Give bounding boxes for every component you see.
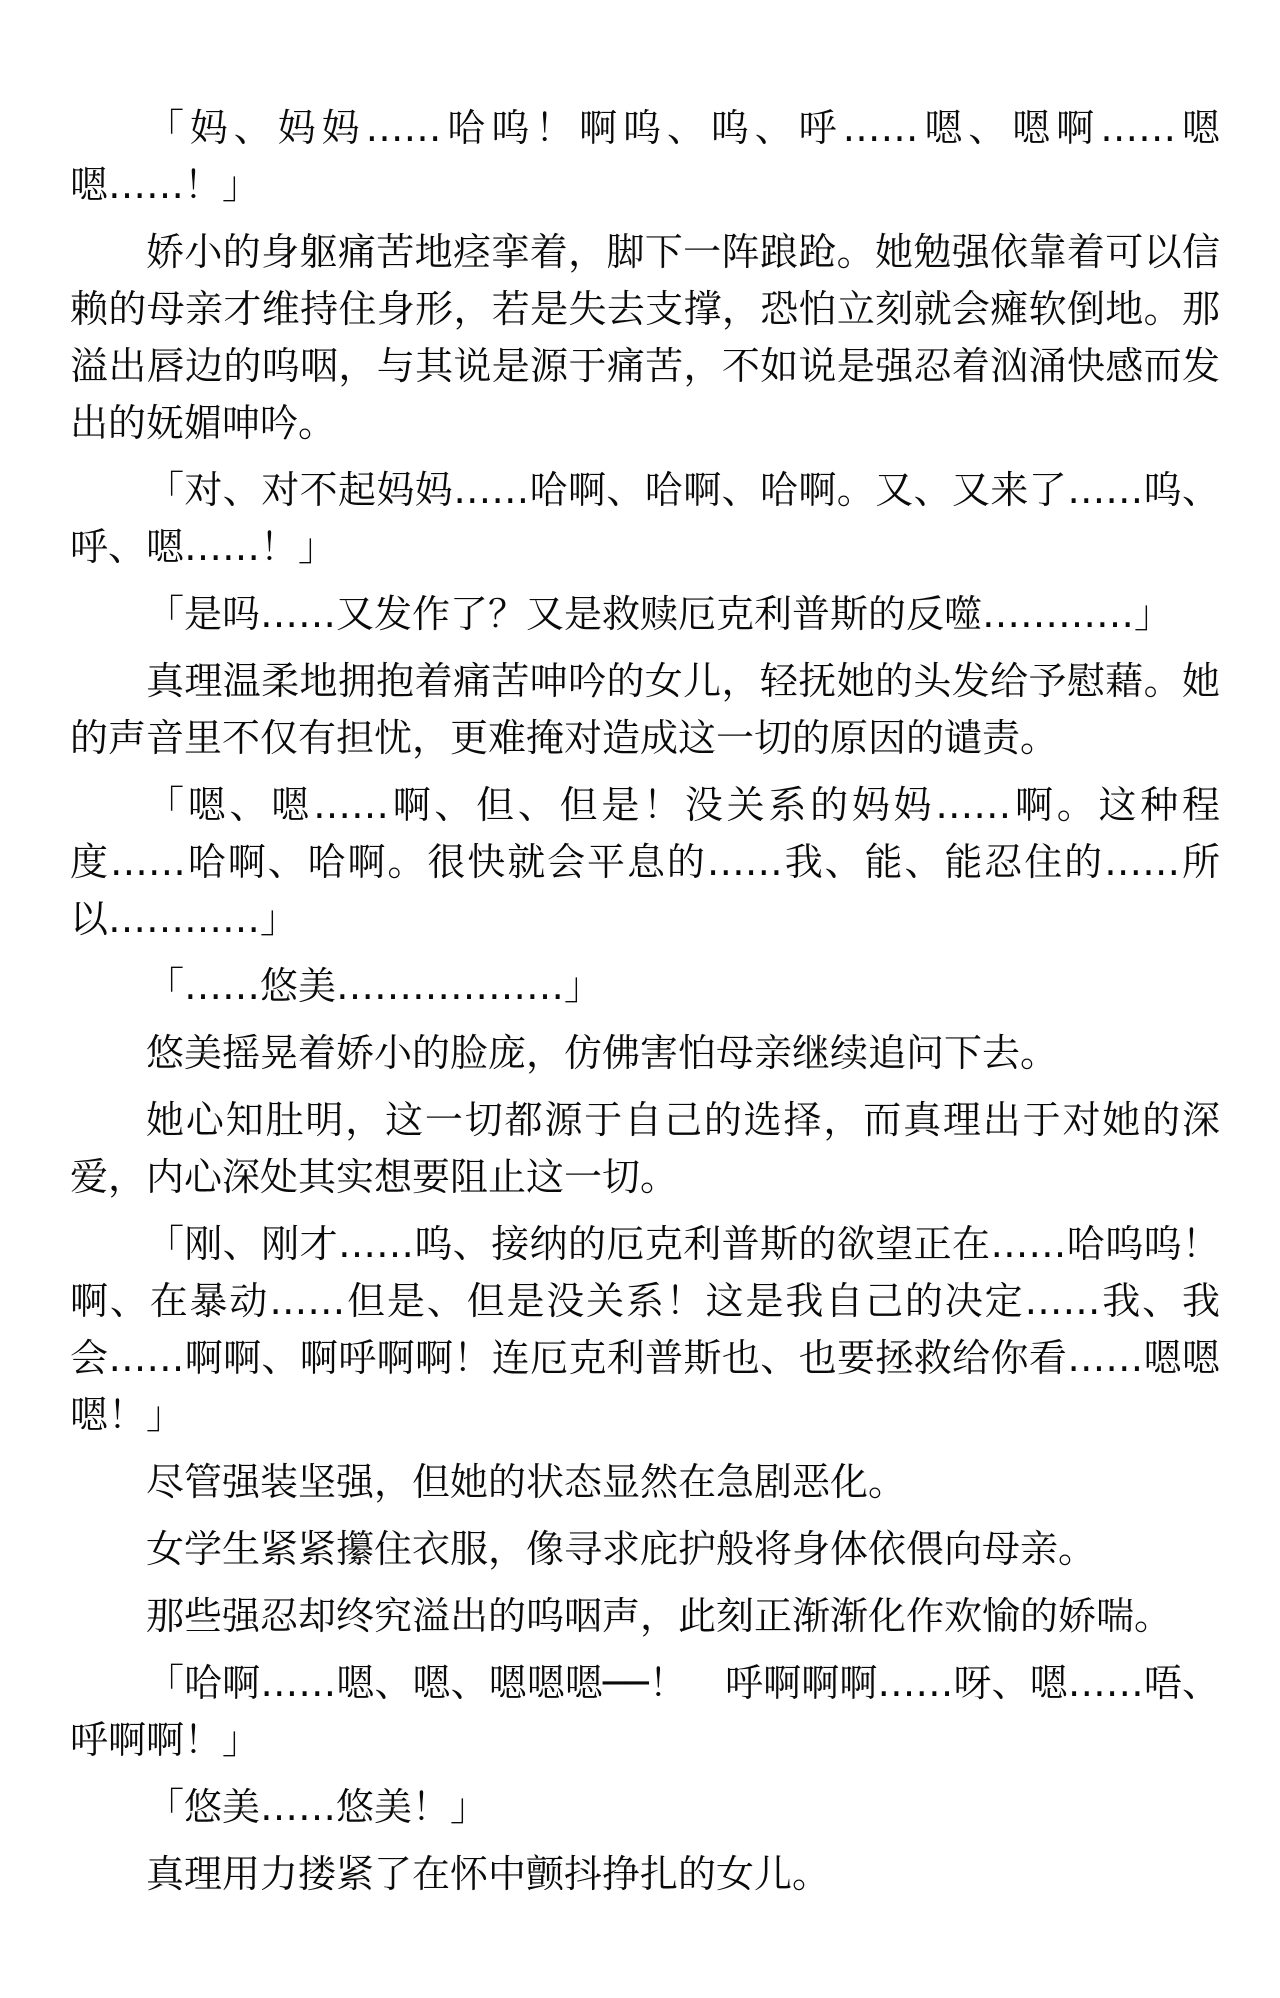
paragraph: 「悠美……悠美！」 bbox=[146, 1785, 489, 1829]
paragraph: 真理用力搂紧了在怀中颤抖挣扎的女儿。 bbox=[146, 1852, 831, 1896]
paragraph: 真理温柔地拥抱着痛苦呻吟的女儿，轻抚她的头发给予慰藉。她的声音里不仅有担忧，更难掩对造成这一切的原因的谴责。 bbox=[70, 659, 1220, 760]
page-body bbox=[70, 100, 1220, 1913]
paragraph: 「妈、妈妈……哈呜！啊呜、呜、呼……嗯、嗯啊……嗯嗯……！」 bbox=[70, 106, 1220, 207]
paragraph: 「嗯、嗯……啊、但、但是！没关系的妈妈……啊。这种程度……哈啊、哈啊。很快就会平息的……我、能、能忍住的……所以…………」 bbox=[70, 783, 1220, 941]
paragraph: 娇小的身躯痛苦地痉挛着，脚下一阵踉跄。她勉强依靠着可以信赖的母亲才维持住身形，若是失去支撑，恐怕立刻就会瘫软倒地。那溢出唇边的呜咽，与其说是源于痛苦，不如说是强忍着汹涌快感而发出的妩媚呻吟。 bbox=[70, 230, 1220, 445]
paragraph: 「对、对不起妈妈……哈啊、哈啊、哈啊。又、又来了……呜、呼、嗯……！」 bbox=[70, 468, 1220, 569]
paragraph: 「刚、刚才……呜、接纳的厄克利普斯的欲望正在……哈呜呜！啊、在暴动……但是、但是没关系！这是我自己的决定……我、我会……啊啊、啊呼啊啊！连厄克利普斯也、也要拯救给你看……嗯嗯嗯！」 bbox=[70, 1222, 1220, 1437]
paragraph: 女学生紧紧攥住衣服，像寻求庇护般将身体依偎向母亲。 bbox=[146, 1527, 1097, 1571]
paragraph: 她心知肚明，这一切都源于自己的选择，而真理出于对她的深爱，内心深处其实想要阻止这一切。 bbox=[70, 1098, 1220, 1199]
paragraph: 那些强忍却终究溢出的呜咽声，此刻正渐渐化作欢愉的娇喘。 bbox=[146, 1594, 1173, 1638]
paragraph: 「是吗……又发作了？又是救赎厄克利普斯的反噬…………」 bbox=[146, 592, 1173, 636]
paragraph: 尽管强装坚强，但她的状态显然在急剧恶化。 bbox=[146, 1460, 907, 1504]
paragraph: 悠美摇晃着娇小的脸庞，仿佛害怕母亲继续追问下去。 bbox=[146, 1031, 1059, 1075]
paragraph: 「哈啊……嗯、嗯、嗯嗯嗯──！ 呼啊啊啊……呀、嗯……唔、呼啊啊！」 bbox=[70, 1661, 1220, 1762]
paragraph: 「……悠美………………」 bbox=[146, 964, 603, 1008]
